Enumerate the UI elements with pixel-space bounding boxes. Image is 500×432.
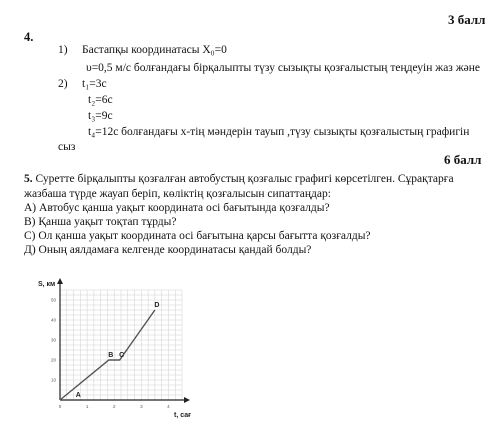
- task5-question-b: В) Қанша уақыт тоқтап тұрды?: [24, 216, 177, 228]
- task4-t4-cont: сыз: [58, 141, 76, 153]
- point-label-d: D: [154, 302, 160, 309]
- y-tick-label: 10: [50, 377, 56, 383]
- y-tick-label: 40: [50, 317, 56, 323]
- task5-number: 5.: [24, 173, 33, 185]
- y-axis-label: S, км: [38, 281, 56, 288]
- task4-score2: 6 балл: [444, 152, 482, 167]
- task5-intro2: жазбаша түрде жауап беріп, көліктің қозғалысын сипаттаңдар:: [24, 188, 331, 200]
- point-label-c: C: [119, 352, 125, 359]
- x-axis-label: t, сағ: [174, 412, 192, 419]
- point-label-b: B: [108, 352, 114, 359]
- x-tick-label: 0: [58, 404, 62, 409]
- task4-item1-label: 1): [58, 44, 68, 56]
- motion-graph: [22, 272, 192, 422]
- y-tick-label: 50: [50, 297, 56, 303]
- x-axis-arrow-icon: [184, 397, 190, 403]
- task4-t3: t₃=9с: [88, 110, 113, 122]
- task4-t4-line: t₄=12с болғандағы х-тің мәндерін тауып ,түзу сызықты қозғалыстың графигін: [88, 126, 470, 138]
- task4-t2: t₂=6с: [88, 94, 113, 106]
- task4-item1-text: Бастапқы координатасы X₀=0: [82, 44, 227, 56]
- y-axis-arrow-icon: [57, 278, 63, 284]
- task5-question-a: А) Автобус қанша уақыт координата осі бағытында қозғалды?: [24, 202, 330, 214]
- task5-intro-line1: [24, 173, 454, 185]
- x-tick-label: 3: [140, 404, 143, 409]
- x-tick-label: 2: [112, 404, 116, 409]
- task5-intro1: Суретте бірқалыпты қозғалған автобустың қозғалыс графигі көрсетілген. Сұрақтарға: [35, 173, 454, 185]
- x-tick-label: 1: [85, 404, 89, 409]
- task4-item1-line2: υ=0,5 м/с болғандағы бірқалыпты түзу сызықты қозғалыстың теңдеуін жаз және: [86, 62, 481, 74]
- y-tick-label: 30: [50, 337, 56, 343]
- task5-question-c: С) Ол қанша уақыт координата осі бағытына қарсы бағытта қозғалды?: [24, 230, 371, 242]
- task5-question-d: Д) Оның аялдамаға келгенде координатасы қандай болды?: [24, 244, 312, 256]
- motion-graph-svg: [22, 272, 192, 422]
- task4-t1: t₁=3с: [82, 78, 107, 90]
- task4-item2-label: 2): [58, 78, 68, 90]
- task4-number: 4.: [24, 30, 34, 44]
- x-tick-label: 4: [167, 404, 170, 409]
- y-tick-label: 20: [50, 357, 56, 363]
- point-label-a: A: [75, 392, 81, 399]
- task4-score: 3 балл: [448, 12, 486, 27]
